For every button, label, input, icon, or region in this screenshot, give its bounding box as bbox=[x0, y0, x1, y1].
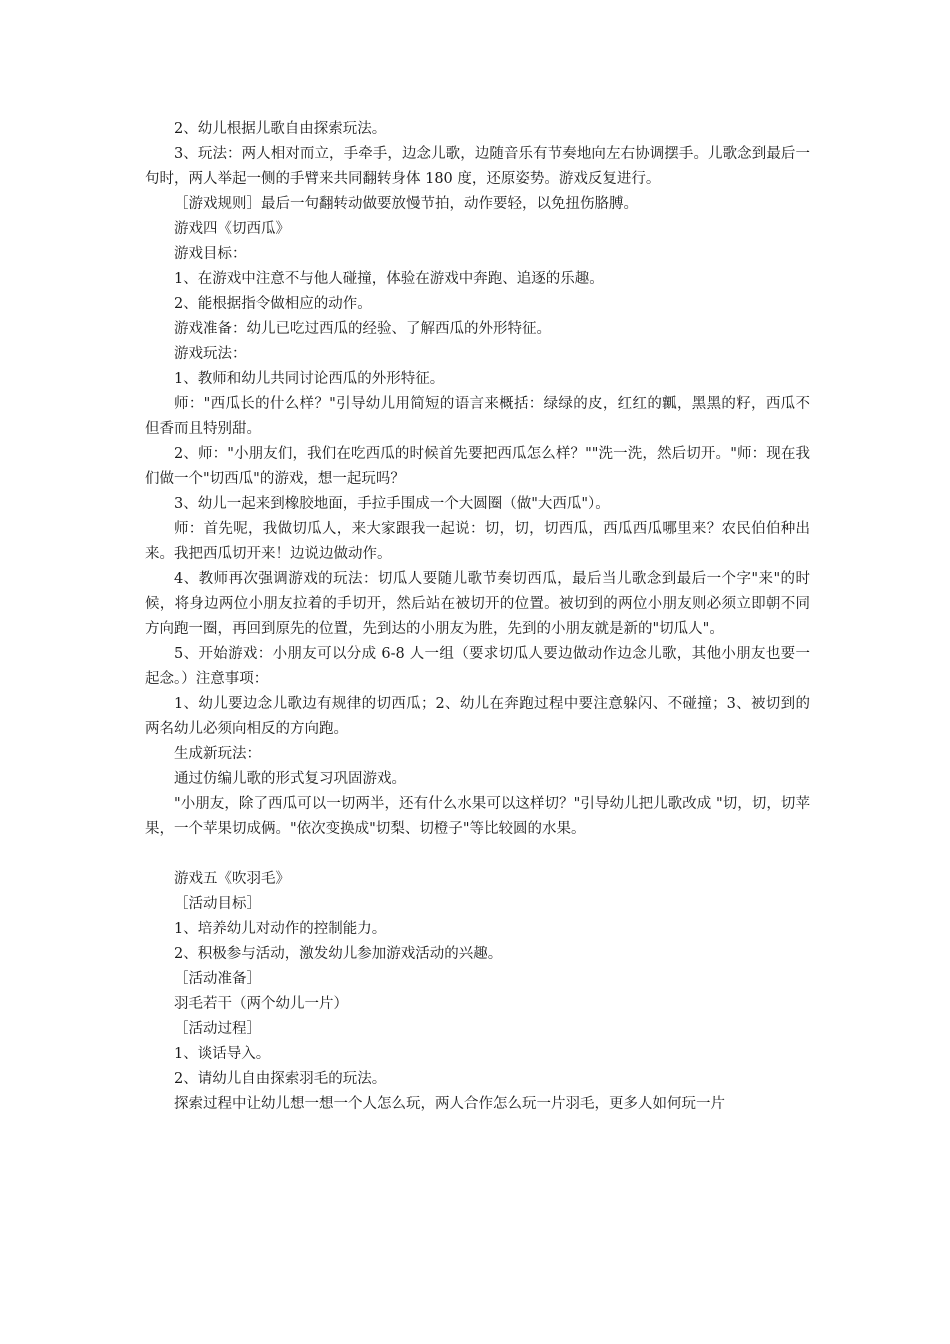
paragraph: 游戏目标： bbox=[174, 246, 247, 262]
paragraph: ［活动过程］ bbox=[174, 1021, 261, 1037]
paragraph: 4、教师再次强调游戏的玩法：切瓜人要随儿歌节奏切西瓜，最后当儿歌念到最后一个字"来"的时候，将身边两位小朋友拉着的手切开，然后站在被切开的位置。被切到的两位小朋友则必须立即朝不同方向跑一圈，再回到原先的位置，先到达的小朋友为胜，先到的小朋友就是新的"切瓜人"。 bbox=[145, 571, 810, 637]
paragraph: 1、培养幼儿对动作的控制能力。 bbox=[174, 921, 387, 937]
paragraph: 2、师："小朋友们，我们在吃西瓜的时候首先要把西瓜怎么样？""洗一洗，然后切开。"师：现在我们做一个"切西瓜"的游戏，想一起玩吗？ bbox=[145, 446, 810, 487]
paragraph: ［活动准备］ bbox=[174, 971, 261, 987]
paragraph: 2、请幼儿自由探索羽毛的玩法。 bbox=[174, 1071, 387, 1087]
paragraph: 5、开始游戏：小朋友可以分成 6-8 人一组（要求切瓜人要边做动作边念儿歌，其他小朋友也要一起念。）注意事项： bbox=[145, 646, 810, 687]
paragraph: ［活动目标］ bbox=[174, 896, 261, 912]
paragraph: ［游戏规则］最后一句翻转动做要放慢节拍，动作要轻，以免扭伤胳膊。 bbox=[174, 196, 638, 212]
paragraph: 游戏准备：幼儿已吃过西瓜的经验、了解西瓜的外形特征。 bbox=[174, 321, 551, 337]
paragraph: 通过仿编儿歌的形式复习巩固游戏。 bbox=[174, 771, 406, 787]
paragraph: 探索过程中让幼儿想一想一个人怎么玩，两人合作怎么玩一片羽毛，更多人如何玩一片 bbox=[174, 1096, 725, 1112]
paragraph: 生成新玩法： bbox=[174, 746, 261, 762]
paragraph: 2、幼儿根据儿歌自由探索玩法。 bbox=[174, 121, 387, 137]
paragraph: 3、幼儿一起来到橡胶地面，手拉手围成一个大圆圈（做"大西瓜"）。 bbox=[174, 496, 610, 512]
paragraph: "小朋友，除了西瓜可以一切两半，还有什么水果可以这样切？"引导幼儿把儿歌改成 "切，切，切苹果，一个苹果切成俩。"依次变换成"切梨、切橙子"等比较圆的水果。 bbox=[145, 796, 810, 837]
document-body bbox=[145, 117, 810, 1117]
paragraph: 2、能根据指令做相应的动作。 bbox=[174, 296, 372, 312]
blank-line bbox=[145, 842, 810, 867]
section-heading: 游戏四《切西瓜》 bbox=[174, 221, 290, 237]
paragraph: 游戏玩法： bbox=[174, 346, 247, 362]
paragraph: 师："西瓜长的什么样？"引导幼儿用简短的语言来概括：绿绿的皮，红红的瓤，黑黑的籽，西瓜不但香而且特别甜。 bbox=[145, 396, 810, 437]
paragraph: 1、谈话导入。 bbox=[174, 1046, 271, 1062]
paragraph: 1、在游戏中注意不与他人碰撞，体验在游戏中奔跑、追逐的乐趣。 bbox=[174, 271, 604, 287]
paragraph: 1、幼儿要边念儿歌边有规律的切西瓜；2、幼儿在奔跑过程中要注意躲闪、不碰撞；3、被切到的两名幼儿必须向相反的方向跑。 bbox=[145, 696, 810, 737]
paragraph: 1、教师和幼儿共同讨论西瓜的外形特征。 bbox=[174, 371, 445, 387]
paragraph: 羽毛若干（两个幼儿一片） bbox=[174, 996, 348, 1012]
section-heading: 游戏五《吹羽毛》 bbox=[174, 871, 290, 887]
paragraph: 2、积极参与活动，激发幼儿参加游戏活动的兴趣。 bbox=[174, 946, 503, 962]
paragraph: 师：首先呢，我做切瓜人，来大家跟我一起说：切，切，切西瓜，西瓜西瓜哪里来？农民伯伯种出来。我把西瓜切开来！边说边做动作。 bbox=[145, 521, 810, 562]
paragraph: 3、玩法：两人相对而立，手牵手，边念儿歌，边随音乐有节奏地向左右协调摆手。儿歌念到最后一句时，两人举起一侧的手臂来共同翻转身体 180 度，还原姿势。游戏反复进行。 bbox=[145, 146, 810, 187]
